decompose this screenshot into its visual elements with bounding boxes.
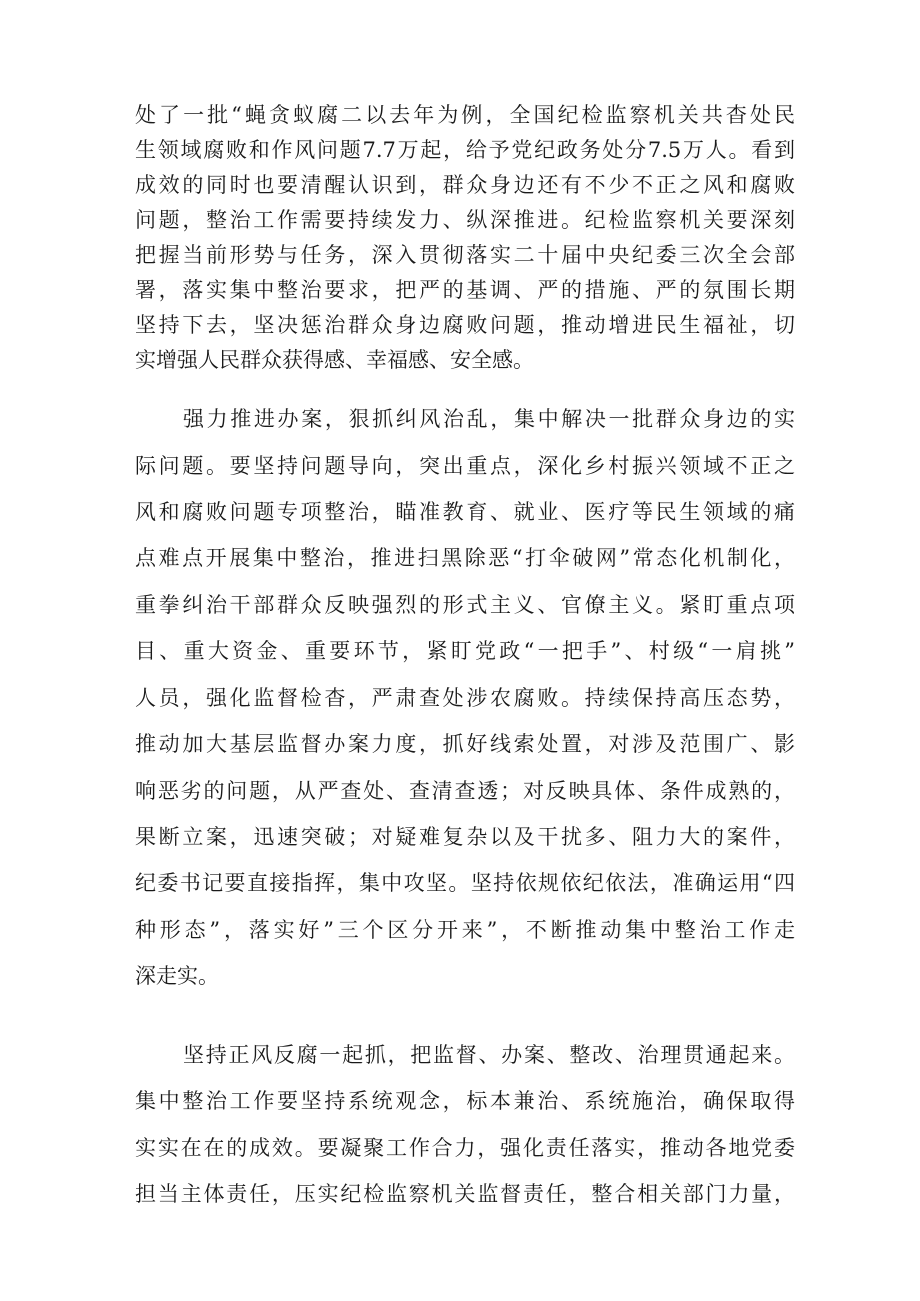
- paragraph-1-line-2: 生领域腐败和作风问题7.7万起，给予党纪政务处分7.5万人。看到: [135, 138, 795, 162]
- paragraph-2-line-5: 重拳纠治干部群众反映强烈的形式主义、官僚主义。紧盯重点项: [135, 593, 795, 617]
- paragraph-2-line-12: 种形态”，落实好”三个区分开来”，不断推动集中整治工作走: [135, 918, 795, 942]
- paragraph-1-line-7: 坚持下去，坚决惩治群众身边腐败问题，推动增进民生福祉，切: [135, 313, 795, 337]
- paragraph-2-line-6: 目、重大资金、重要环节，紧盯党政“一把手”、村级“一肩挑”: [135, 639, 795, 663]
- paragraph-1-line-8: 实增强人民群众获得感、幸福感、安全感。: [135, 348, 534, 372]
- paragraph-2-line-9: 响恶劣的问题，从严查处、查清查透；对反映具体、条件成熟的，: [135, 779, 795, 803]
- paragraph-1-line-5: 把握当前形势与任务，深入贯彻落实二十届中央纪委三次全会部: [135, 243, 795, 267]
- paragraph-2-line-2: 际问题。要坚持问题导向，突出重点，深化乡村振兴领域不正之: [135, 454, 795, 478]
- paragraph-1-line-6: 署，落实集中整治要求，把严的基调、严的措施、严的氛围长期: [135, 278, 795, 302]
- paragraph-2-line-7: 人员，强化监督检杳，严肃查处涉农腐败。持续保持高压态势，: [135, 686, 795, 710]
- paragraph-2-line-11: 纪委书记要直接指挥，集中攻坚。坚持依规依纪依法，准确运用“四: [135, 871, 795, 895]
- paragraph-3-line-2: 集中整治工作要坚持系统观念，标本兼治、系统施治，确保取得: [135, 1089, 795, 1113]
- paragraph-2-line-4: 点难点开展集中整治，推进扫黑除恶“打伞破网”常态化机制化，: [135, 546, 795, 570]
- paragraph-1-line-4: 问题，整治工作需要持续发力、纵深推进。纪检监察机关要深刻: [135, 208, 795, 232]
- paragraph-2-line-10: 果断立案，迅速突破；对疑难复杂以及干扰多、阻力大的案件，: [135, 825, 795, 849]
- paragraph-3-line-4: 担当主体责任，压实纪检监察机关监督责任，整合相关部门力量，: [135, 1182, 795, 1206]
- paragraph-2-line-1: 强力推进办案，狠抓纠风治乱，集中解决一批群众身边的实: [183, 407, 795, 431]
- paragraph-3-line-3: 实实在在的成效。要凝聚工作合力，强化责任落实，推动各地党委: [135, 1136, 795, 1160]
- paragraph-2-line-3: 风和腐败问题专项整治，瞄准教育、就业、医疗等民生领域的痛: [135, 500, 795, 524]
- paragraph-2-line-8: 推动加大基层监督办案力度，抓好线索处置，对涉及范围广、影: [135, 732, 795, 756]
- paragraph-3-line-1: 坚持正风反腐一起抓，把监督、办案、整改、治理贯通起来。: [183, 1043, 795, 1067]
- paragraph-2-line-13: 深走实。: [135, 964, 219, 988]
- paragraph-1-line-1: 处了一批“蝇贪蚁腐二以去年为例，全国纪检监察机关共杳处民: [135, 103, 795, 127]
- paragraph-1-line-3: 成效的同时也要清醒认识到，群众身边还有不少不正之风和腐败: [135, 173, 795, 197]
